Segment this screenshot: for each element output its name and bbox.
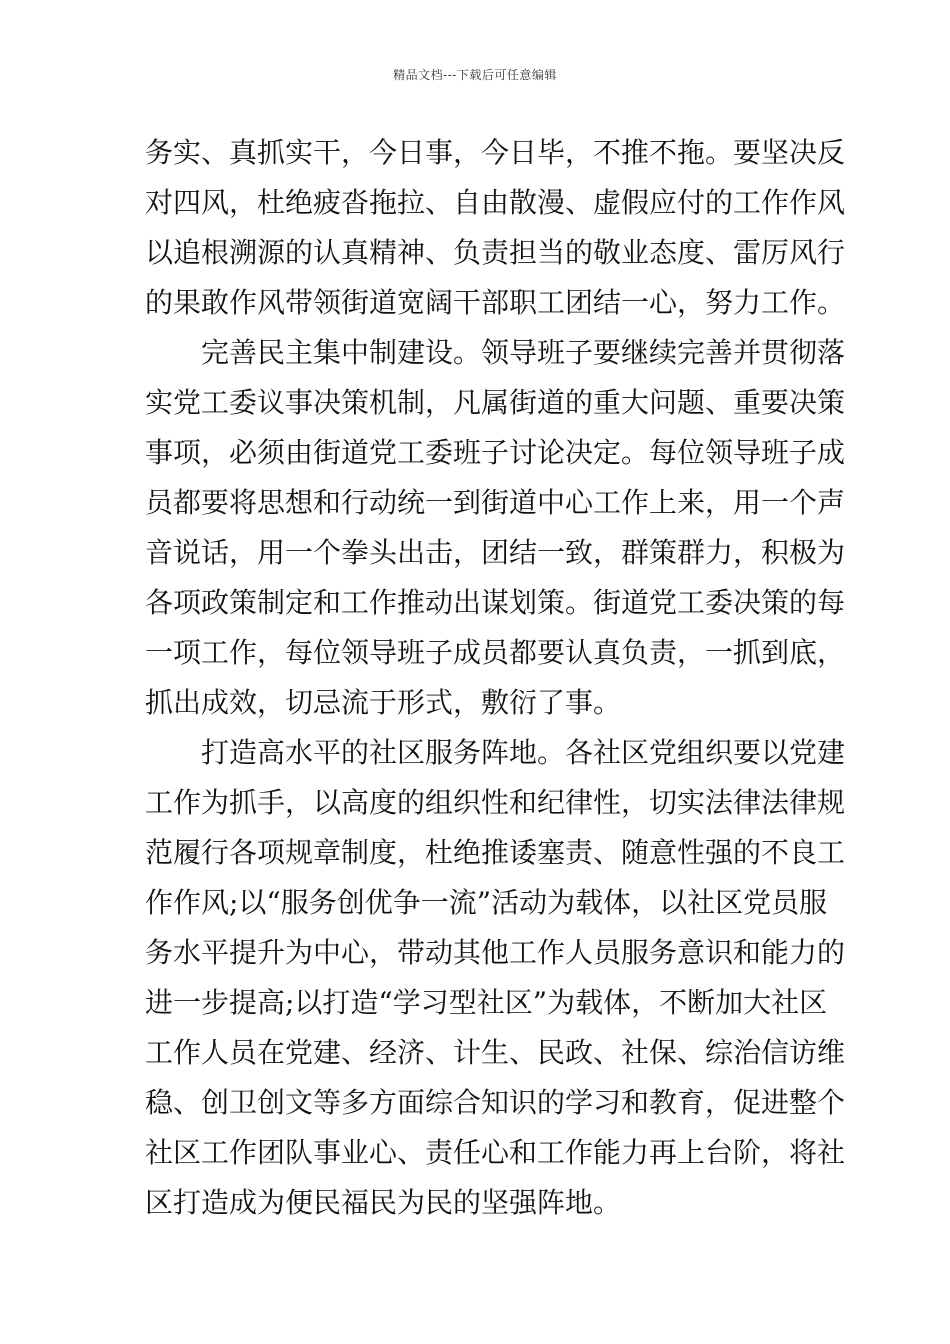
text-line: 完善民主集中制建设。领导班子要继续完善并贯彻落 (201, 336, 846, 369)
text-line: 作作风;以“服务创优争一流”活动为载体，以社区党员服 (145, 886, 828, 919)
text-line: 稳、创卫创文等多方面综合知识的学习和教育，促进整个 (145, 1086, 846, 1119)
paragraph (145, 728, 846, 1228)
page-header: 精品文档---下载后可任意编辑 (393, 68, 557, 82)
text-line: 范履行各项规章制度，杜绝推诿塞责、随意性强的不良工 (145, 836, 846, 869)
text-line: 务水平提升为中心，带动其他工作人员服务意识和能力的 (145, 936, 846, 969)
text-line: 抓出成效，切忌流于形式，敷衍了事。 (145, 686, 622, 719)
text-line: 社区工作团队事业心、责任心和工作能力再上台阶，将社 (145, 1136, 846, 1169)
paragraph (145, 128, 846, 328)
text-line: 音说话，用一个拳头出击，团结一致，群策群力，积极为 (145, 536, 846, 569)
text-line: 事项，必须由街道党工委班子讨论决定。每位领导班子成 (145, 436, 846, 469)
text-line: 实党工委议事决策机制，凡属街道的重大问题、重要决策 (145, 386, 846, 419)
text-line: 员都要将思想和行动统一到街道中心工作上来，用一个声 (145, 486, 846, 519)
text-line: 打造高水平的社区服务阵地。各社区党组织要以党建 (201, 736, 846, 769)
text-line: 各项政策制定和工作推动出谋划策。街道党工委决策的每 (145, 586, 846, 619)
text-line: 以追根溯源的认真精神、负责担当的敬业态度、雷厉风行 (145, 236, 846, 269)
text-line: 一项工作，每位领导班子成员都要认真负责，一抓到底， (145, 636, 846, 669)
text-line: 区打造成为便民福民为民的坚强阵地。 (145, 1186, 622, 1219)
document-body (145, 128, 846, 1228)
paragraph (145, 328, 846, 728)
text-line: 对四风，杜绝疲沓拖拉、自由散漫、虚假应付的工作作风 (145, 186, 846, 219)
text-line: 工作人员在党建、经济、计生、民政、社保、综治信访维 (145, 1036, 846, 1069)
text-line: 的果敢作风带领街道宽阔干部职工团结一心，努力工作。 (145, 286, 846, 319)
text-line: 进一步提高;以打造“学习型社区”为载体，不断加大社区 (145, 986, 828, 1019)
text-line: 务实、真抓实干，今日事，今日毕，不推不拖。要坚决反 (145, 136, 846, 169)
text-line: 工作为抓手，以高度的组织性和纪律性，切实法律法律规 (145, 786, 846, 819)
